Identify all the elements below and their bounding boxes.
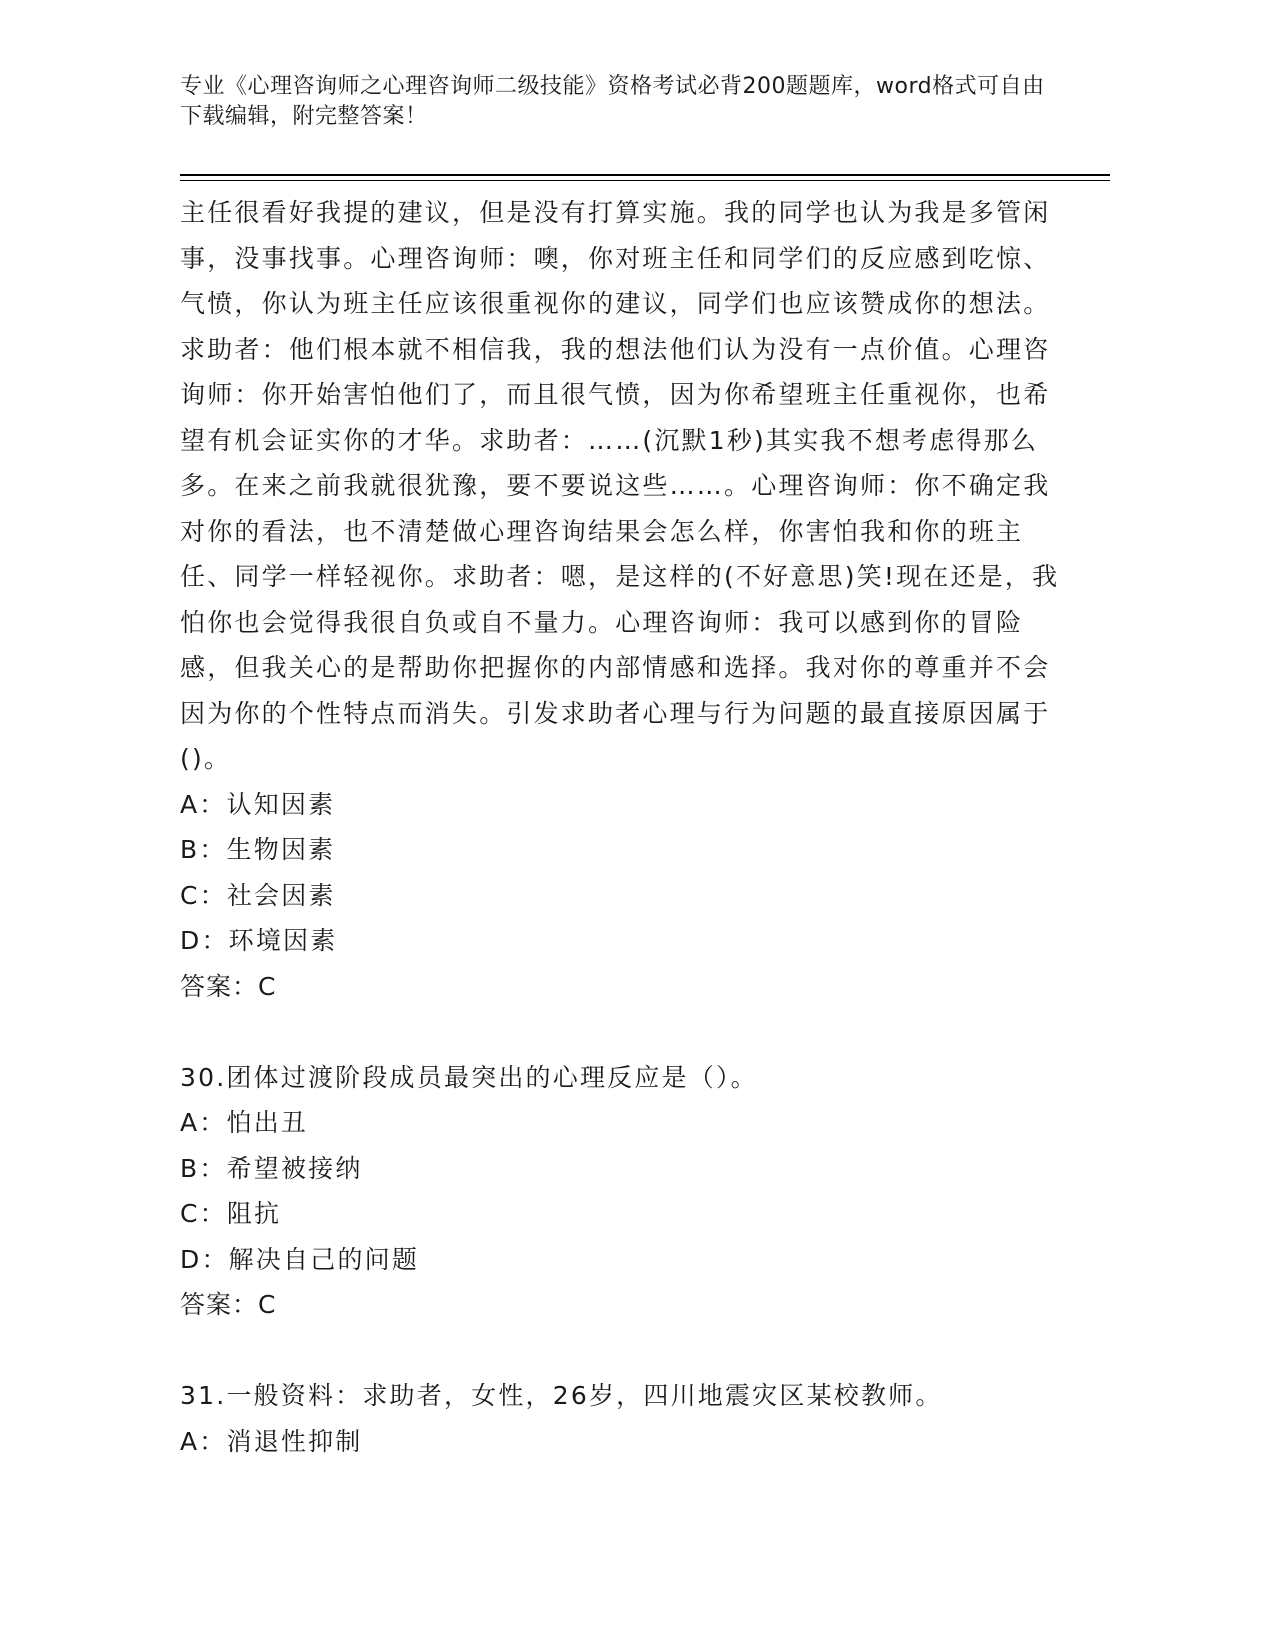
question-text: 31.一般资料：求助者，女性，26岁，四川地震灾区某校教师。 (180, 1381, 943, 1410)
option-b: B：生物因素 (180, 835, 336, 864)
option-c: C：社会因素 (180, 880, 336, 910)
option-d: D：环境因素 (180, 926, 338, 955)
question-text: 主任很看好我提的建议，但是没有打算实施。我的同学也认为我是多管闲事，没事找事。心理咨询师：噢，你对班主任和同学们的反应感到吃惊、气愤，你认为班主任应该很重视你的建议，同学们也应该赞成你的想法。求助者：他们根本就不相信我，我的想法他们认为没有一点价值。心理咨询师：你开始害怕他们了，而且很气愤，因为你希望班主任重视你，也希望有机会证实你的才华。求助者：……(沉默1秒)其实我不想考虑得那么多。在来之前我就很犹豫，要不要说这些……。心理咨询师：你不确定我对你的看法，也不清楚做心理咨询结果会怎么样，你害怕我和你的班主任、同学一样轻视你。求助者：嗯，是这样的(不好意思)笑!现在还是，我怕你也会觉得我很自负或自不量力。心理咨询师：我可以感到你的冒险感，但我关心的是帮助你把握你的内部情感和选择。我对你的尊重并不会因为你的个性特点而消失。引发求助者心理与行为问题的最直接原因属于()。 (180, 198, 1060, 773)
option-c: C：阻抗 (180, 1199, 282, 1228)
question-text: 30.团体过渡阶段成员最突出的心理反应是（）。 (180, 1062, 758, 1092)
question-spacer (180, 1328, 1065, 1374)
header-rule-thick (180, 174, 1110, 176)
option-d: D：解决自己的问题 (180, 1244, 420, 1274)
answer-line: 答案：C (180, 971, 277, 1001)
question-block (180, 190, 1065, 1009)
option-a: A：认知因素 (180, 789, 336, 819)
page-header: 专业《心理咨询师之心理咨询师二级技能》资格考试必背200题题库，word格式可自由下载编辑，附完整答案！ (180, 74, 1045, 129)
option-a: A：消退性抑制 (180, 1426, 363, 1456)
option-b: B：希望被接纳 (180, 1153, 363, 1183)
option-a: A：怕出丑 (180, 1108, 309, 1137)
question-block (180, 1373, 1065, 1464)
header-rule-thin (180, 180, 1110, 181)
question-body (180, 190, 1065, 1464)
answer-line: 答案：C (180, 1290, 277, 1319)
question-block (180, 1055, 1065, 1328)
question-spacer (180, 1009, 1065, 1055)
